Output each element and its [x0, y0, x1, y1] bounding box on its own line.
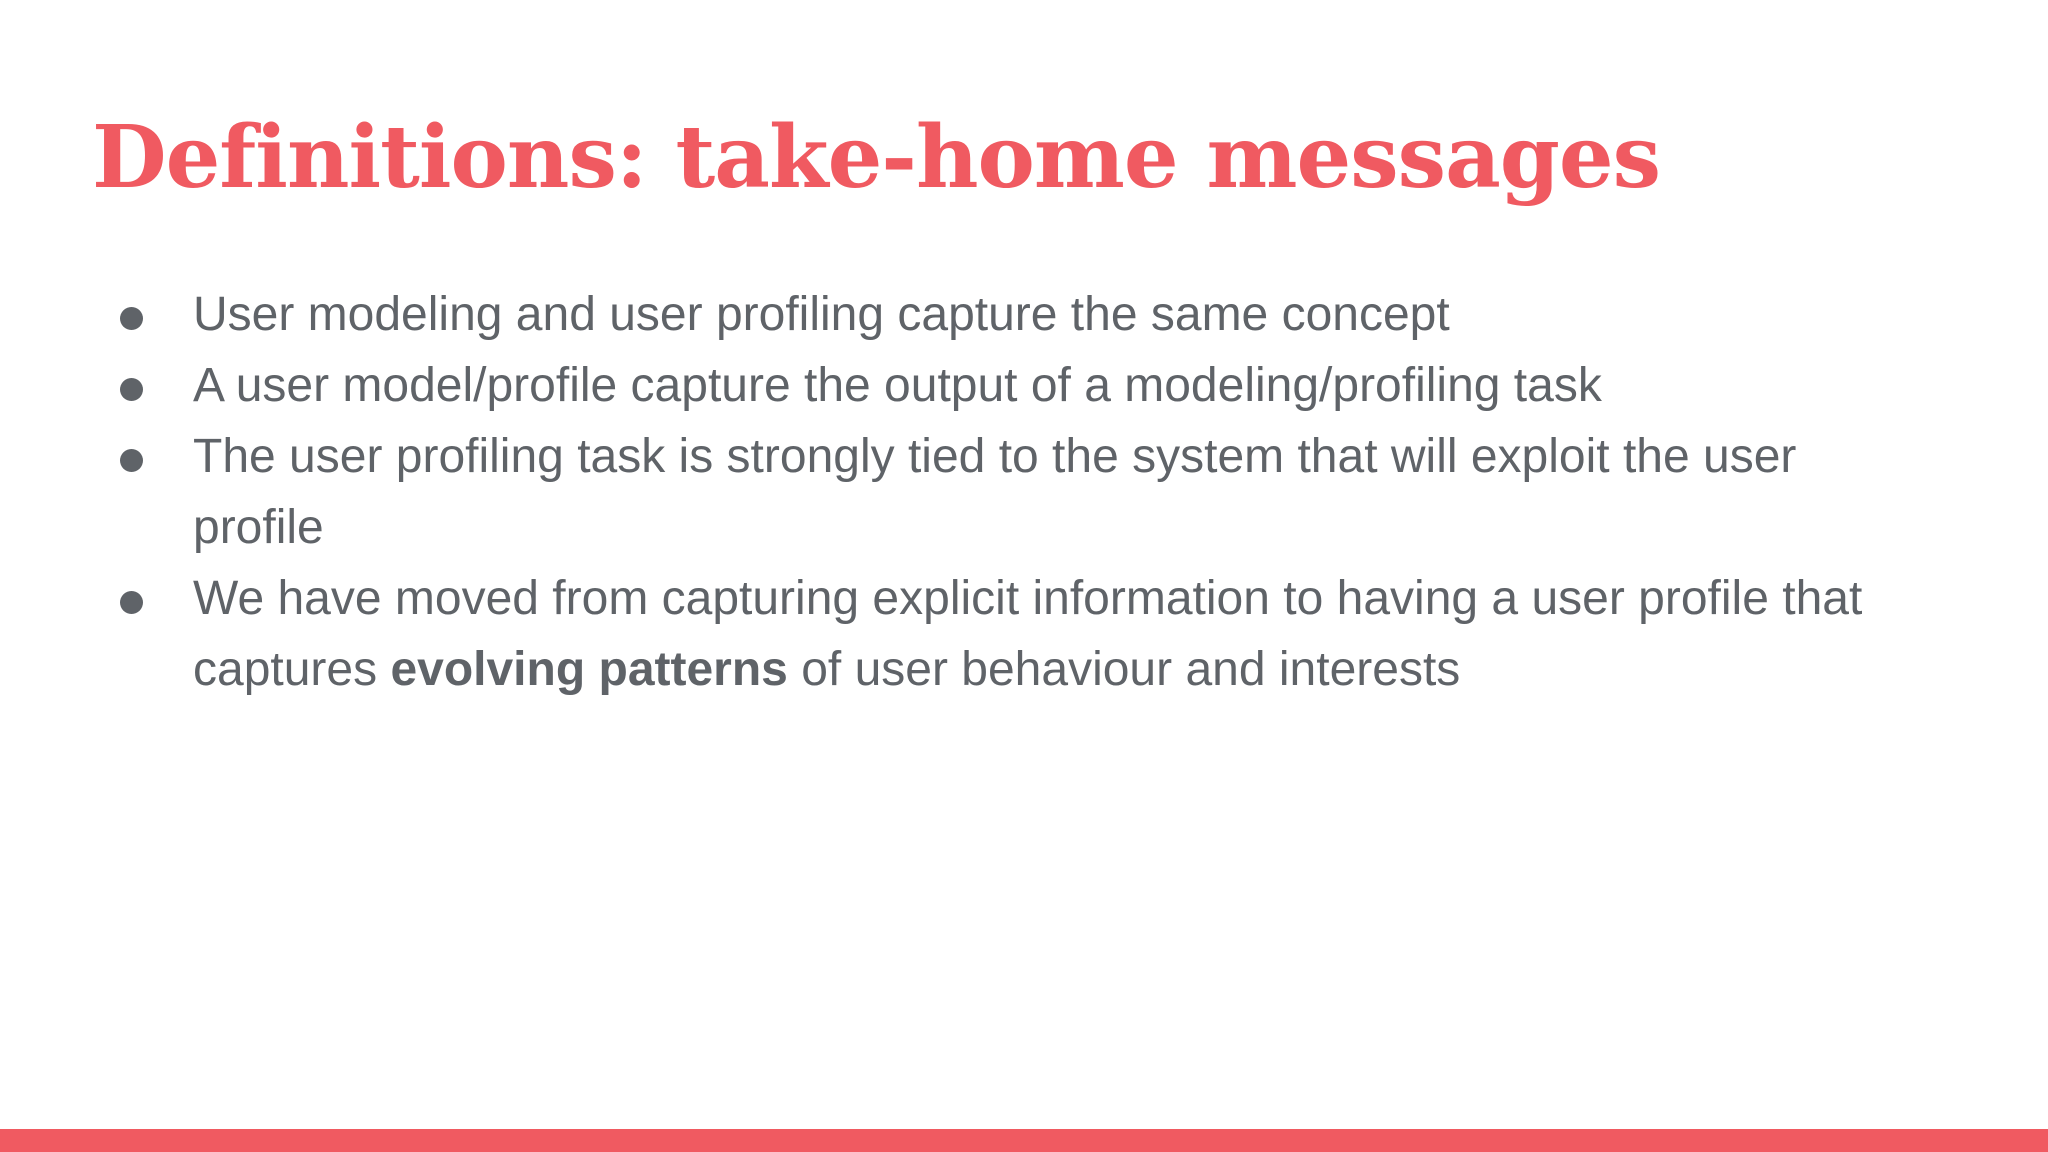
- bullet-item: [0, 563, 2048, 705]
- bullet-item: [0, 421, 2048, 563]
- bullet-list: [0, 279, 2048, 705]
- bullet-text: [193, 350, 1913, 421]
- bullet-text-segment: We have moved from capturing explicit information to having a user profile that captures: [193, 572, 1863, 696]
- bullet-text-bold: evolving patterns: [390, 643, 788, 696]
- bullet-dot-icon: [120, 378, 143, 401]
- bullet-dot-icon: [120, 307, 143, 330]
- bullet-text: [193, 279, 1913, 350]
- accent-bottom-bar: [0, 1129, 2048, 1152]
- bullet-text-segment: A user model/profile capture the output of a modeling/profiling task: [193, 359, 1602, 412]
- bullet-text-segment: The user profiling task is strongly tied to the system that will exploit the user profile: [193, 430, 1797, 554]
- bullet-dot-icon: [120, 449, 143, 472]
- slide-title: Definitions: take-home messages: [92, 107, 1661, 208]
- bullet-item: [0, 279, 2048, 350]
- bullet-text-segment: User modeling and user profiling capture the same concept: [193, 288, 1450, 341]
- bullet-text-segment: of user behaviour and interests: [787, 643, 1461, 696]
- bullet-text: [193, 421, 1913, 563]
- bullet-dot-icon: [120, 591, 143, 614]
- bullet-item: [0, 350, 2048, 421]
- bullet-text: [193, 563, 1913, 705]
